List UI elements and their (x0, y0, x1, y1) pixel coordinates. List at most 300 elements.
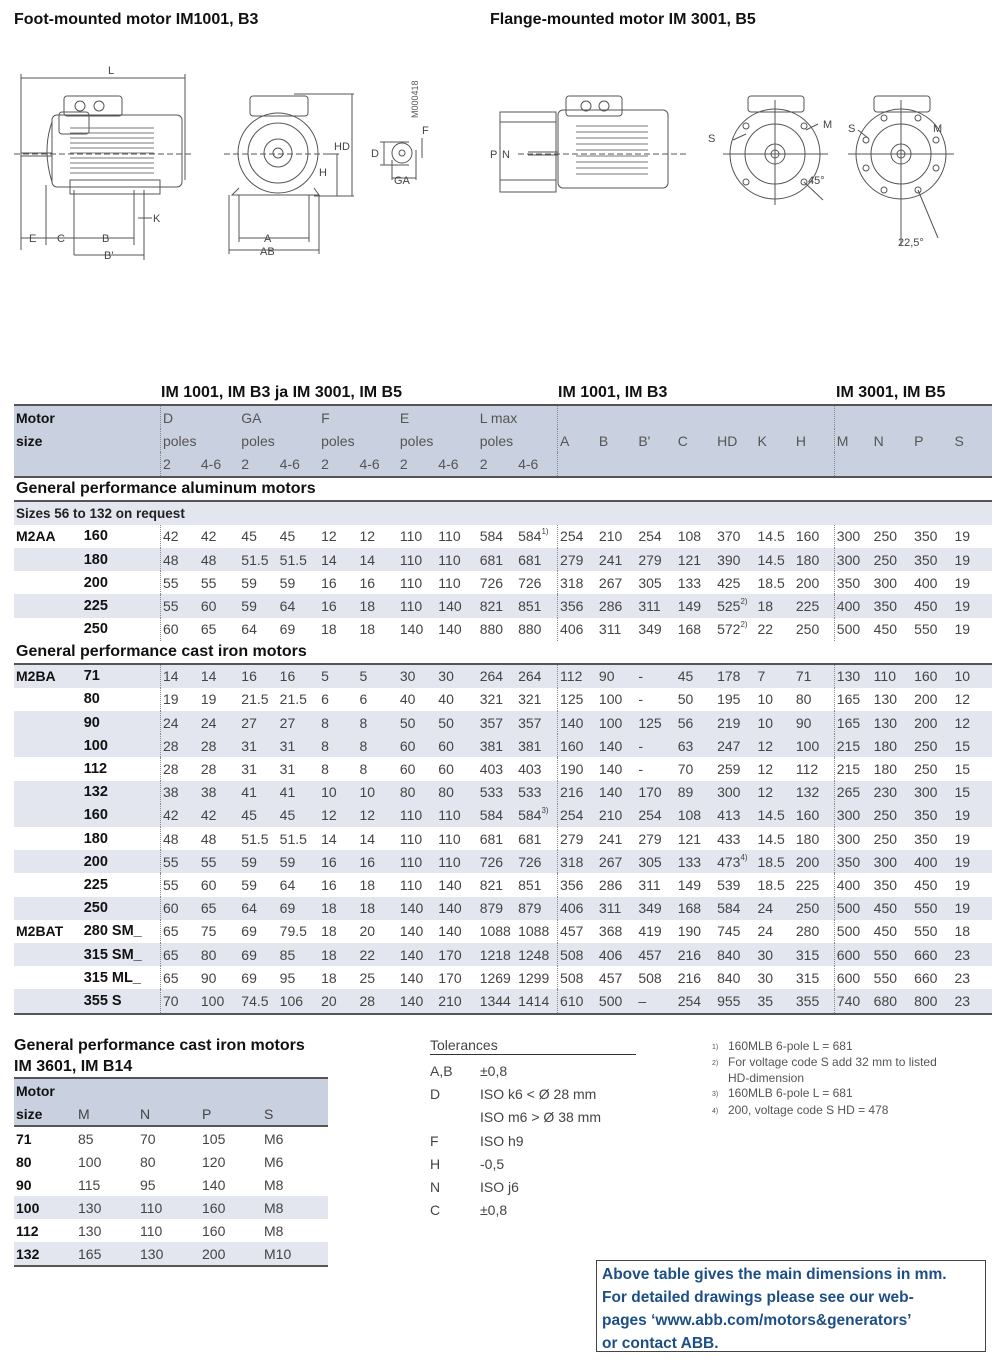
cell-value (558, 688, 597, 711)
svg-text:22,5°: 22,5° (898, 237, 924, 249)
cell-value (952, 989, 992, 1013)
cell-text: 133 (677, 574, 702, 591)
cell-value (952, 664, 992, 688)
cell-value (794, 966, 834, 989)
motor-size: 225 (83, 876, 108, 893)
cell-text: 550 (873, 969, 898, 986)
cell-value (357, 664, 397, 688)
cell-text: 279 (560, 551, 584, 568)
cell-text: 321 (518, 691, 542, 708)
cell-value (597, 757, 636, 780)
cell-value (834, 850, 871, 873)
cell-value (478, 688, 516, 711)
cell-value (794, 548, 834, 571)
cell-value (319, 897, 357, 920)
cell-text: 160 (560, 737, 584, 754)
footnote-ref: 4) (740, 852, 748, 862)
table-row (14, 920, 992, 943)
cell-text: 59 (241, 876, 257, 893)
header-C: C (676, 429, 715, 452)
motor-type (14, 989, 82, 1013)
cell-value (676, 989, 715, 1013)
cell-text: 210 (438, 992, 462, 1009)
cell-value (912, 989, 952, 1013)
motor-type: M2BAT (16, 923, 64, 940)
cell-text: 140 (438, 923, 462, 940)
tolerance-row (430, 1175, 636, 1198)
cell-text: 30 (757, 969, 774, 986)
b14-header-row-1 (14, 1078, 328, 1102)
cell-text: 60 (162, 900, 179, 917)
cell-value (398, 734, 436, 757)
cell-value (239, 571, 277, 594)
cell-value (597, 920, 636, 943)
header-GA: GA (239, 405, 277, 429)
cell-value (436, 943, 477, 966)
cell-text: 16 (321, 574, 337, 591)
cell-value (558, 966, 597, 989)
cell-text: 14.5 (757, 551, 785, 568)
header-B-prime: B' (636, 429, 675, 452)
b14-row (14, 1126, 328, 1150)
cell-value (278, 873, 319, 896)
cell-value (952, 827, 992, 850)
tolerance-list (430, 1059, 636, 1222)
cell-value (676, 734, 715, 757)
cell-value (199, 897, 239, 920)
cell-value (398, 711, 436, 734)
cell-value (278, 571, 319, 594)
cell-text: 254 (638, 807, 662, 824)
cell-value (715, 618, 755, 641)
footnote (712, 1086, 972, 1102)
cell-text: 740 (836, 992, 861, 1009)
group-header-b3: IM 1001, IM B3 (558, 384, 668, 401)
b14-motor-size: 80 (16, 1153, 32, 1170)
cell-text: 45 (241, 528, 257, 545)
cell-value (478, 664, 516, 688)
cell-text: 40 (399, 691, 416, 708)
cell-text: 55 (162, 853, 179, 870)
cell-value (478, 989, 516, 1013)
cell-text: 45 (279, 807, 296, 824)
cell-text: 149 (677, 597, 702, 614)
cell-value (160, 688, 198, 711)
cell-value (834, 943, 871, 966)
cell-text: 250 (795, 621, 820, 638)
cell-value (278, 618, 319, 641)
cell-value (478, 827, 516, 850)
cell-value (952, 897, 992, 920)
header-poles: poles (398, 429, 478, 452)
cell-text: 400 (836, 597, 861, 614)
cell-value (436, 804, 477, 827)
cell-value (597, 711, 636, 734)
cell-text: 45 (279, 528, 296, 545)
cell-text: 40 (438, 691, 454, 708)
cell-value (756, 827, 794, 850)
cell-value (516, 618, 557, 641)
cell-value (597, 525, 636, 548)
cell-text: 65 (200, 621, 217, 638)
cell-text: 403 (479, 761, 504, 778)
cell-value (794, 804, 834, 827)
cell-text: 350 (836, 853, 861, 870)
cell-value (834, 757, 871, 780)
cell-value (357, 943, 397, 966)
cell-text: 110 (399, 807, 423, 824)
cell-value (636, 618, 675, 641)
cell-value (676, 548, 715, 571)
cell-text: 265 (836, 784, 861, 801)
footnote-ref: 3) (541, 806, 549, 816)
cell-text: 200 (795, 853, 820, 870)
cell-value (516, 920, 557, 943)
cell-value (357, 594, 397, 617)
cell-value (636, 873, 675, 896)
table-row (14, 850, 992, 873)
cell-value (160, 618, 198, 641)
cell-text: 51.5 (241, 830, 269, 847)
cell-text: 879 (479, 900, 504, 917)
cell-text: 8 (359, 761, 368, 778)
header-HD: HD (715, 429, 755, 452)
cell-text: 406 (598, 946, 623, 963)
cell-text: 60 (438, 737, 454, 754)
cell-value (357, 734, 397, 757)
cell-value (756, 734, 794, 757)
cell-text: 254 (638, 528, 662, 545)
footnote (712, 1103, 972, 1119)
cell-value (834, 618, 871, 641)
cell-value (952, 571, 992, 594)
cell-text: 1248 (518, 946, 550, 963)
cell-text: 42 (162, 528, 179, 545)
cell-value (597, 827, 636, 850)
cell-text: 14 (321, 551, 337, 568)
cell-value (199, 966, 239, 989)
cell-text: 31 (241, 737, 257, 754)
cell-text: 300 (873, 574, 898, 591)
cell-value (278, 781, 319, 804)
cell-text: 55 (200, 853, 217, 870)
tolerance-row (430, 1129, 636, 1152)
cell-value (239, 594, 277, 617)
cell-text: 584 (518, 807, 542, 824)
group-header-b5: IM 3001, IM B5 (836, 384, 946, 401)
cell-value (597, 804, 636, 827)
cell-value (160, 873, 198, 896)
cell-value (597, 873, 636, 896)
cell-text: 69 (241, 923, 257, 940)
cell-value (160, 664, 198, 688)
info-line: or contact ABB. (602, 1335, 719, 1352)
cell-text: 254 (677, 992, 702, 1009)
svg-text:GA: GA (394, 175, 410, 187)
cell-value (952, 757, 992, 780)
motor-size: 160 (82, 804, 161, 827)
cell-value (794, 781, 834, 804)
header-poles: poles (319, 429, 398, 452)
cell-value (912, 827, 952, 850)
cell-value (756, 571, 794, 594)
cell-value (834, 781, 871, 804)
cell-value (834, 548, 871, 571)
tolerance-key: N (430, 1179, 441, 1196)
cell-value (597, 688, 636, 711)
cell-text: 51.5 (279, 551, 307, 568)
cell-text: 250 (873, 807, 898, 824)
cell-text: 121 (677, 551, 702, 568)
cell-text: 108 (677, 528, 702, 545)
cell-text: 726 (479, 574, 504, 591)
cell-text: 110 (399, 597, 423, 614)
cell-text: 406 (560, 900, 584, 917)
cell-value (715, 571, 755, 594)
cell-text: 95 (279, 969, 296, 986)
cell-value (952, 734, 992, 757)
cell-text: 300 (836, 551, 861, 568)
cell-text: 350 (914, 551, 938, 568)
cell-value (319, 594, 357, 617)
footnote-line: For voltage code S add 32 mm to listed (728, 1055, 937, 1070)
cell-value (794, 688, 834, 711)
cell-text: 584 (518, 528, 542, 545)
header-B: B (597, 429, 636, 452)
b14-cell: 130 (138, 1242, 200, 1266)
table-row (14, 873, 992, 896)
cell-text: 350 (914, 528, 938, 545)
cell-value (199, 571, 239, 594)
footnote-text (728, 1039, 853, 1055)
cell-text: 10 (757, 714, 774, 731)
motor-size: 315 ML_ (83, 969, 141, 986)
cell-text: 610 (560, 992, 584, 1009)
cell-value (715, 594, 755, 617)
cell-value (636, 989, 675, 1013)
cell-text: 851 (518, 876, 542, 893)
cell-value (676, 804, 715, 827)
b14-table-body (14, 1126, 328, 1266)
footnote-ref: 1) (541, 527, 549, 537)
tolerance-value: ±0,8 (480, 1202, 508, 1219)
cell-value (199, 525, 239, 548)
header-row-3 (14, 452, 992, 476)
header-poles-2: 2 (239, 452, 277, 476)
cell-text: 550 (914, 900, 938, 917)
cell-text: 31 (279, 737, 296, 754)
cell-value (952, 711, 992, 734)
cell-value (278, 525, 319, 548)
cell-value (834, 989, 871, 1013)
cell-text: 280 (795, 923, 820, 940)
cell-text: 30 (757, 946, 774, 963)
cell-text: 600 (836, 946, 861, 963)
cell-value (558, 664, 597, 688)
cell-value (676, 920, 715, 943)
cell-text: 100 (200, 992, 225, 1009)
header-row-1 (14, 405, 992, 429)
b14-cell: 100 (78, 1153, 102, 1170)
cell-text: 18 (359, 900, 376, 917)
b14-row (14, 1196, 328, 1219)
motor-type (14, 850, 82, 873)
cell-text: 45 (241, 807, 257, 824)
motor-size: 100 (82, 734, 161, 757)
cell-text: 8 (321, 761, 329, 778)
cell-text: 450 (873, 923, 898, 940)
cell-value (239, 688, 277, 711)
cell-value (278, 850, 319, 873)
motor-size: 200 (83, 574, 108, 591)
cell-text: 140 (598, 784, 623, 801)
cell-value (756, 897, 794, 920)
cell-value (794, 850, 834, 873)
cell-value (715, 734, 755, 757)
cell-value (794, 594, 834, 617)
cell-value (516, 664, 557, 688)
cell-value (516, 804, 557, 827)
cell-text: 381 (518, 737, 542, 754)
cell-value (357, 989, 397, 1013)
cell-value (912, 664, 952, 688)
cell-text: 406 (560, 621, 584, 638)
svg-text:AB: AB (260, 246, 275, 258)
cell-text: 572 (717, 621, 741, 638)
cell-text: 19 (954, 830, 971, 847)
cell-value (319, 525, 357, 548)
cell-value (715, 548, 755, 571)
section-subtitle-row (14, 501, 992, 525)
cell-text: 18 (757, 597, 774, 614)
footnote-ref: 2) (740, 596, 748, 606)
cell-value (160, 966, 198, 989)
cell-text: 24 (757, 900, 774, 917)
cell-value (912, 966, 952, 989)
footnote-line: 160MLB 6-pole L = 681 (728, 1039, 853, 1053)
cell-text: 140 (399, 946, 424, 963)
cell-text: 110 (399, 830, 423, 847)
header-poles-4-6: 4-6 (199, 452, 239, 476)
cell-value (436, 989, 477, 1013)
dimension-table-body (14, 477, 992, 1014)
cell-text: 6 (359, 691, 368, 708)
cell-text: 65 (200, 900, 217, 917)
footnote-text (728, 1103, 888, 1119)
cell-text: 21.5 (279, 691, 307, 708)
cell-text: 55 (162, 876, 179, 893)
cell-text: 259 (717, 761, 741, 778)
cell-text: 12 (954, 714, 971, 731)
cell-value (160, 850, 198, 873)
cell-text: 254 (560, 528, 584, 545)
cell-text: 550 (873, 946, 898, 963)
b14-table (14, 1077, 328, 1267)
b14-cell: M6 (264, 1130, 284, 1147)
cell-text: 110 (438, 830, 461, 847)
cell-value (558, 850, 597, 873)
cell-text: 311 (638, 876, 661, 893)
cell-text: 140 (399, 900, 424, 917)
motor-size: 71 (82, 664, 161, 688)
cell-value (794, 873, 834, 896)
cell-text: 8 (359, 714, 368, 731)
cell-text: 19 (200, 691, 217, 708)
cell-text: 140 (399, 621, 424, 638)
cell-text: 112 (795, 761, 819, 778)
footnote-ref: 2) (740, 620, 748, 630)
cell-value (398, 571, 436, 594)
cell-text: 149 (677, 876, 702, 893)
tolerance-row (430, 1199, 636, 1222)
cell-value (239, 989, 277, 1013)
cell-text: 5 (321, 668, 329, 685)
b14-motor-size: 90 (16, 1176, 32, 1193)
cell-value (199, 781, 239, 804)
cell-value (319, 850, 357, 873)
info-line: Above table gives the main dimensions in mm. (602, 1266, 947, 1283)
b14-cell: 130 (78, 1222, 102, 1239)
header-poles-4-6: 4-6 (516, 452, 557, 476)
cell-text: 60 (162, 621, 179, 638)
cell-value (436, 897, 477, 920)
cell-text: 12 (757, 737, 774, 754)
cell-value (357, 827, 397, 850)
cell-text: 23 (954, 992, 971, 1009)
b14-cell: M8 (264, 1176, 284, 1193)
cell-text: 955 (717, 992, 741, 1009)
cell-text: 65 (162, 923, 179, 940)
cell-text: 300 (914, 784, 938, 801)
cell-value (952, 850, 992, 873)
cell-text: - (638, 737, 643, 754)
header-P: P (912, 429, 952, 452)
b14-cell: 130 (76, 1196, 138, 1219)
cell-value (357, 781, 397, 804)
cell-value (912, 943, 952, 966)
cell-value (357, 873, 397, 896)
cell-value (834, 897, 871, 920)
svg-text:H: H (319, 167, 327, 179)
cell-text: 23 (954, 969, 971, 986)
cell-value (239, 664, 277, 688)
header-L-max: L max (478, 405, 558, 429)
cell-value (952, 618, 992, 641)
cell-value (160, 548, 198, 571)
cell-value (794, 664, 834, 688)
cell-text: 110 (438, 807, 461, 824)
cell-value (794, 618, 834, 641)
tolerance-value: ISO m6 > Ø 38 mm (480, 1109, 601, 1126)
b14-cell: M6 (264, 1153, 284, 1170)
cell-value (398, 525, 436, 548)
cell-text: 400 (914, 853, 938, 870)
cell-value (756, 757, 794, 780)
cell-text: 140 (438, 900, 462, 917)
table-row (14, 664, 992, 688)
header-poles-4-6: 4-6 (436, 452, 477, 476)
cell-text: 14 (359, 551, 376, 568)
cell-text: 50 (399, 714, 416, 731)
cell-text: 12 (757, 761, 774, 778)
cell-value (436, 781, 477, 804)
cell-value (715, 804, 755, 827)
cell-value (715, 688, 755, 711)
cell-text: 35 (757, 992, 774, 1009)
cell-text: 450 (914, 597, 938, 614)
cell-text: 110 (438, 574, 461, 591)
cell-value (319, 548, 357, 571)
